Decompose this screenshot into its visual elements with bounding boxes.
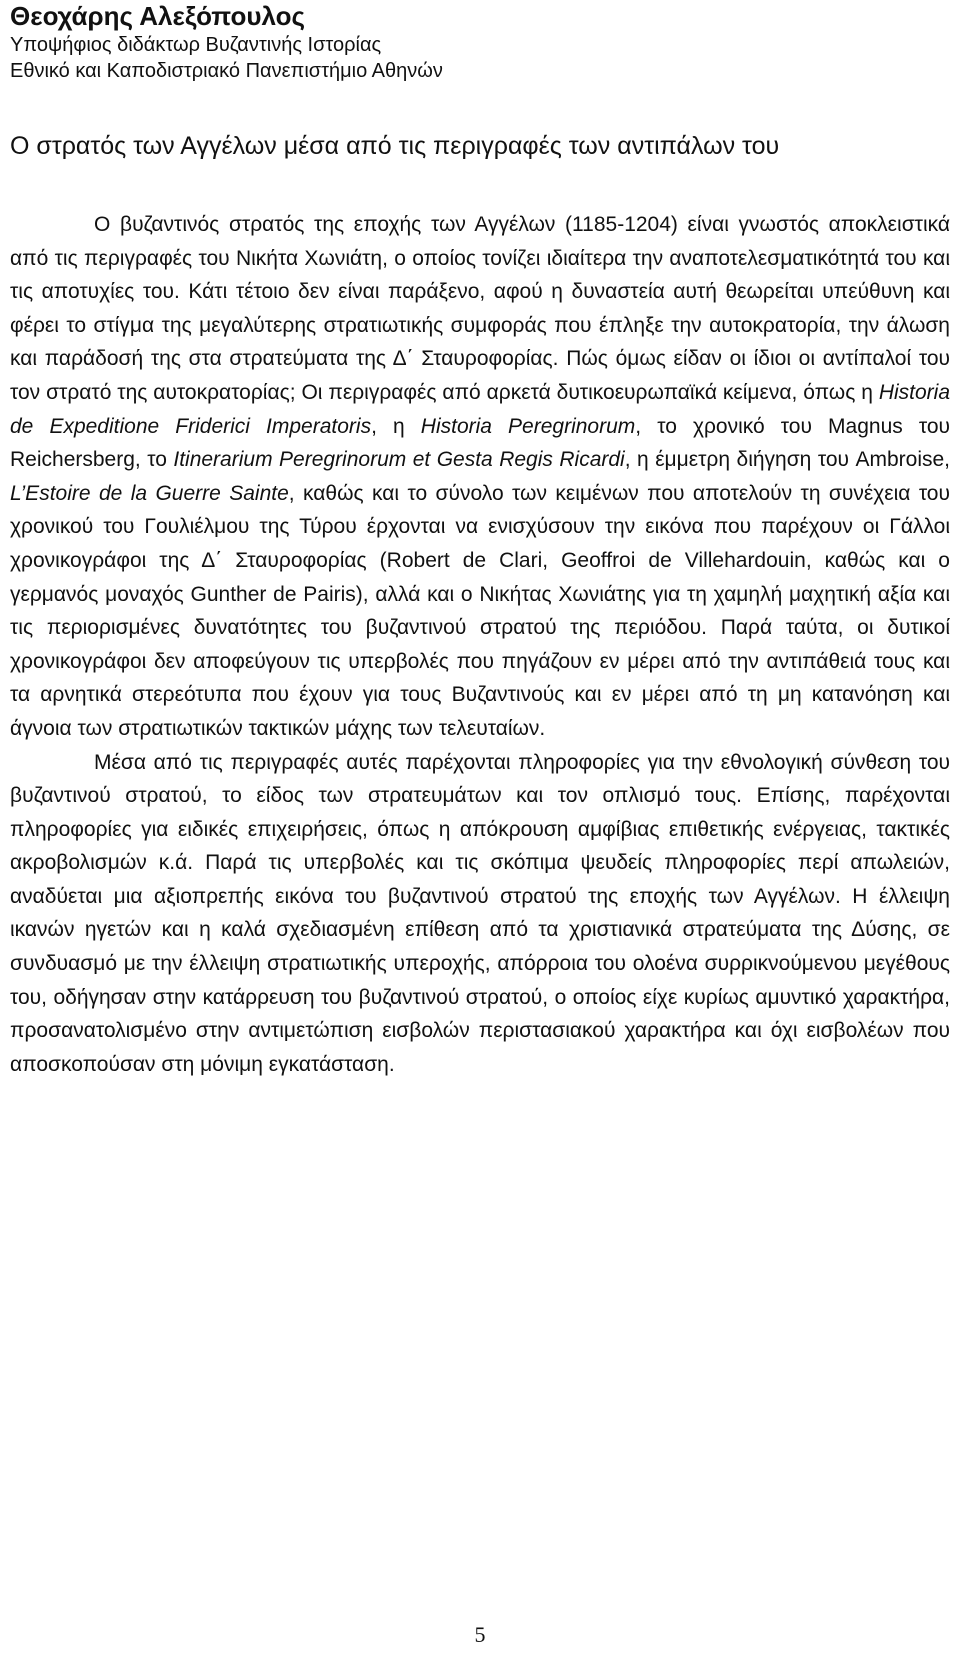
work-title-historia-peregrinorum: Historia Peregrinorum [420, 414, 636, 438]
paragraph-1-text-b: , η [371, 414, 421, 438]
document-header [10, 0, 443, 84]
author-name: Θεοχάρης Αλεξόπουλος [10, 1, 306, 31]
paragraph-1-text-a: Ο βυζαντινός στρατός της εποχής των Αγγέλων (1185-1204) είναι γνωστός αποκλειστικά από τις περιγραφές του Νικήτα Χωνιάτη, ο οποίος τονίζει ιδιαίτερα την αναποτελεσματικότητά του και τις αποτυχίες του. Κάτι τέτοιο δεν είναι παράξενο, αφού η δυναστεία αυτή θεωρείται υπεύθυνη και φέρει το στίγμα της μεγαλύτερης στρατιωτικής συμφοράς που έπληξε την αυτοκρατορία, την άλωση και παράδοσή της στα στρατεύματα της Δ΄ Σταυροφορίας. Πώς όμως είδαν οι ίδιοι οι αντίπαλοί του τον στρατό της αυτοκρατορίας; Οι περιγραφές από αρκετά δυτικοευρωπαϊκά κείμενα, όπως η [10, 213, 950, 404]
page-number: 5 [474, 1622, 486, 1647]
work-title-itinerarium: Itinerarium Peregrinorum et Gesta Regis Ricardi [173, 448, 625, 472]
author-university: Εθνικό και Καποδιστριακό Πανεπιστήμιο Αθηνών [10, 60, 443, 82]
paragraph-1-text-e: , καθώς και το σύνολο των κειμένων που αποτελούν τη συνέχεια του χρονικού του Γουλιέλμου της Τύρου έρχονται να ενισχύσουν την εικόνα που παρέχουν οι Γάλλοι χρονικογράφοι της Δ΄ Σταυροφορίας (Robert de Clari, Geoffroi de Villehardouin, καθώς και ο γερμανός μοναχός Gunther de Pairis), αλλά και ο Νικήτας Χωνιάτης για τη χαμηλή μαχητική αξία και τις περιορισμένες δυνατότητες του βυζαντινού στρατού της περιόδου. Παρά ταύτα, οι δυτικοί χρονικογράφοι δεν αποφεύγουν τις υπερβολές που πηγάζουν εν μέρει από την αντιπάθειά τους και τα αρνητικά στερεότυπα που έχουν για τους Βυζαντινούς και εν μέρει από τη μη κατανόηση και άγνοια των στρατιωτικών τακτικών μάχης των τελευταίων. [10, 481, 950, 740]
work-title-historia-expeditione: Historia de Expeditione Friderici Imperatoris [10, 380, 950, 438]
work-title-estoire: L’Estoire de la Guerre Sainte [10, 481, 289, 505]
paragraph-1-text-d: , η έμμετρη διήγηση του Ambroise, [624, 448, 951, 472]
paragraph-2: Μέσα από τις περιγραφές αυτές παρέχονται πληροφορίες για την εθνολογική σύνθεση του βυζαντινού στρατού, το είδος των στρατευμάτων και τον οπλισμό τους. Επίσης, παρέχονται πληροφορίες για ειδικές επιχειρήσεις, όπως η απόκρουση αμφίβιας επιθετικής ενέργειας, τακτικές ακροβολισμών κ.ά. Παρά τις υπερβολές και τις σκόπιμα ψευδείς πληροφορίες περί απωλειών, αναδύεται μια αξιοπρεπής εικόνα του βυζαντινού στρατού της εποχής των Αγγέλων. Η έλλειψη ικανών ηγετών και η καλά σχεδιασμένη επίθεση από τα χριστιανικά στρατεύματα της Δύσης, σε συνδυασμό με την έλλειψη στρατιωτικής υπεροχής, απόρροια του ολοένα συρρικνούμενου μεγέθους του, οδήγησαν στην κατάρρευση του βυζαντινού στρατού, ο οποίος είχε κυρίως αμυντικό χαρακτήρα, προσανατολισμένο στην αντιμετώπιση εισβολών περιστασιακού χαρακτήρα και όχι εισβολέων που αποσκοπούσαν στη μόνιμη εγκατάσταση. [10, 750, 950, 1076]
paragraph-1-text-c: , το χρονικό του Magnus του Reichersberg, το [10, 414, 950, 472]
author-position: Υποψήφιος διδάκτωρ Βυζαντινής Ιστορίας [10, 34, 382, 56]
paragraph-1 [10, 208, 950, 746]
abstract-body [10, 208, 950, 1081]
paper-title: Ο στρατός των Αγγέλων μέσα από τις περιγραφές των αντιπάλων του [10, 132, 780, 160]
